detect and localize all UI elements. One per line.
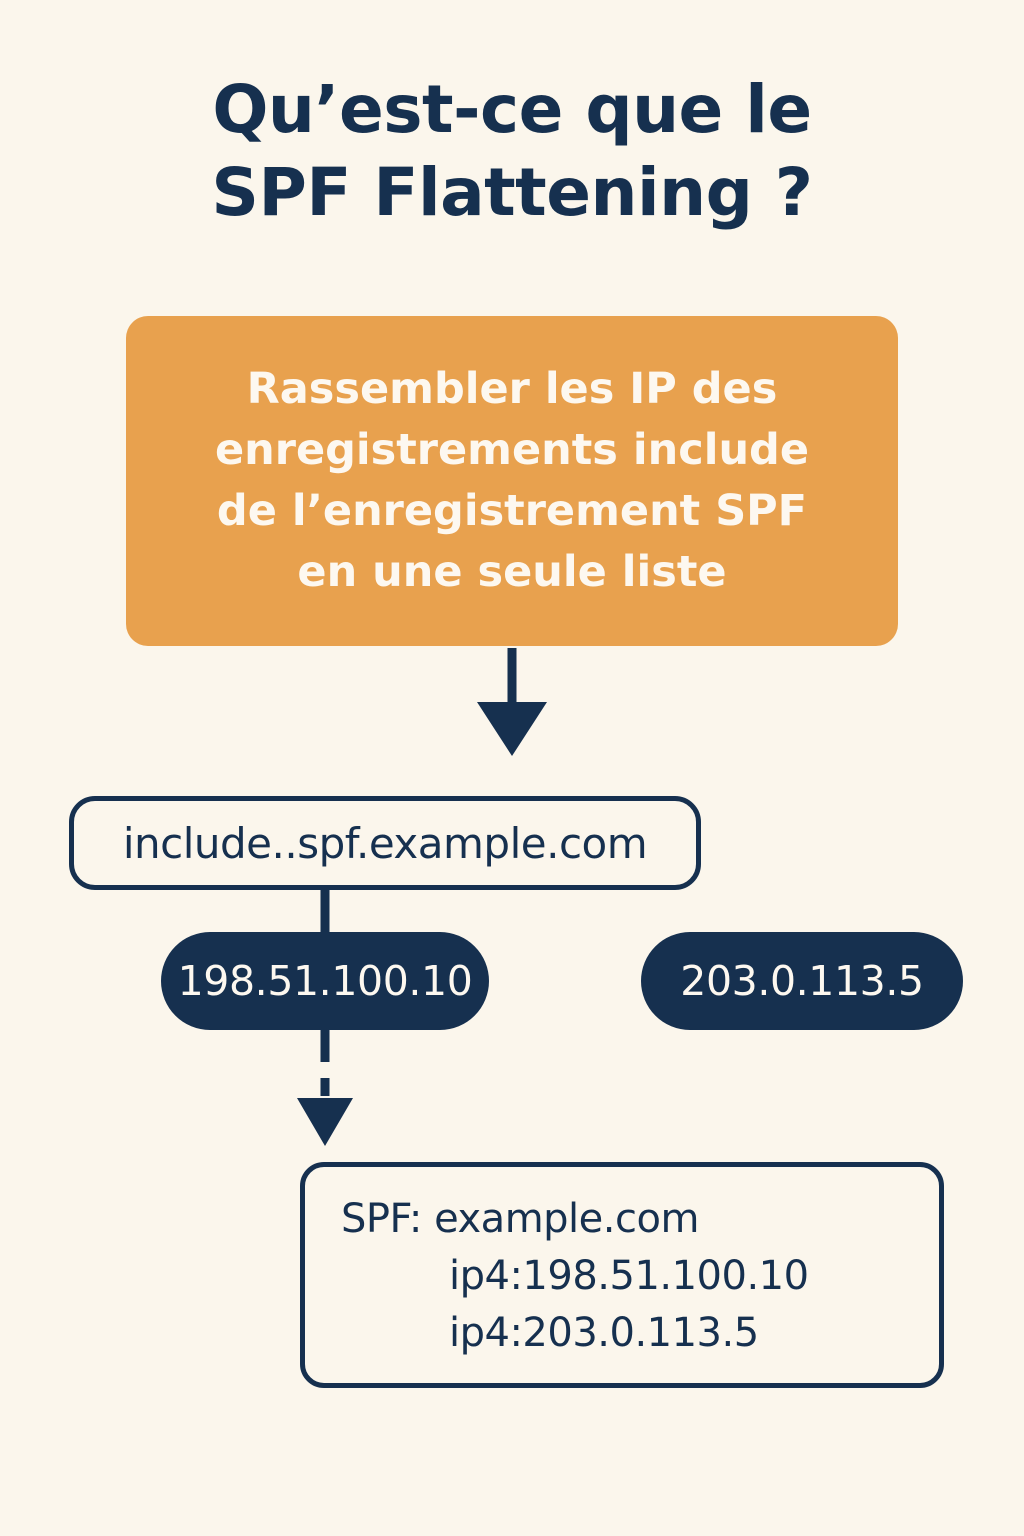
flattened-spf-record-box (300, 1162, 944, 1388)
spf-record-line-3: ip4:203.0.113.5 (449, 1309, 759, 1356)
step-gather-ips-line-1: Rassembler les IP des (246, 363, 778, 414)
arrow-orange-to-include (477, 648, 547, 756)
spf-record-line-1: SPF: example.com (341, 1196, 699, 1242)
step-gather-ips-line-4: en une seule liste (297, 547, 727, 598)
spf-record-line-2: ip4:198.51.100.10 (449, 1252, 809, 1299)
step-gather-ips-box (126, 316, 898, 646)
include-record-box (69, 796, 701, 890)
ip-pill-label: 203.0.113.5 (680, 957, 924, 1005)
page-title-line-1: Qu’est-ce que le (212, 71, 812, 148)
page-title (0, 68, 1024, 234)
page-title-line-2: SPF Flattening ? (211, 154, 813, 232)
step-gather-ips-line-3: de l’enregistrement SPF (216, 486, 808, 536)
ip-pill (641, 932, 963, 1030)
step-gather-ips-text (215, 359, 809, 603)
include-record-label: include..spf.example.com (122, 818, 648, 868)
step-gather-ips-line-2: enregistrements include (214, 424, 810, 475)
ip-pill-label: 198.51.100.10 (177, 957, 473, 1005)
ip-pill (161, 932, 489, 1030)
